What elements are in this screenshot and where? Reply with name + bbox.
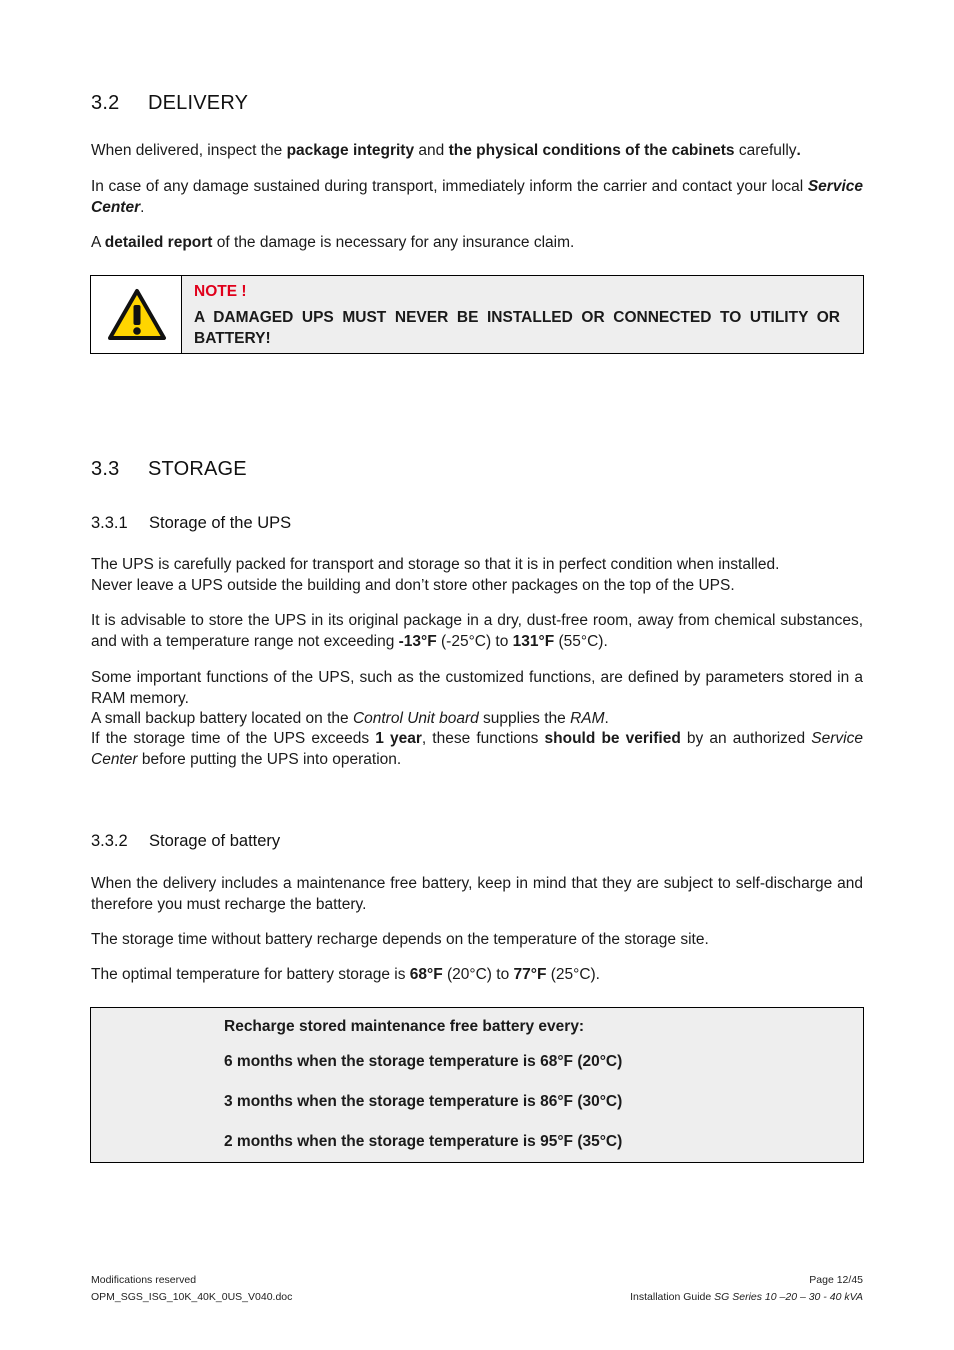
text: and xyxy=(414,142,449,159)
text-line: The UPS is carefully packed for transport and storage so that it is in perfect condition when installed. xyxy=(91,556,780,573)
delivery-paragraph-3 xyxy=(91,233,863,254)
text: If the storage time of the UPS exceeds xyxy=(91,730,376,747)
text: (-25°C) to xyxy=(436,632,513,650)
italic-text: Service Center xyxy=(91,730,863,768)
section-heading-storage xyxy=(91,458,247,481)
note-icon-cell xyxy=(91,276,182,353)
text-line: Never leave a UPS outside the building and don’t store other packages on the top of the UPS. xyxy=(91,576,735,594)
text: by an authorized xyxy=(680,730,812,747)
storage-battery-paragraph-3 xyxy=(91,965,863,986)
delivery-paragraph-2 xyxy=(91,177,863,218)
footer-page-number: Page 12/45 xyxy=(809,1274,863,1286)
recharge-line: 2 months when the storage temperature is 95°F (35°C) xyxy=(224,1133,623,1150)
note-title: NOTE ! xyxy=(194,283,247,300)
storage-battery-paragraph-2: The storage time without battery recharge depends on the temperature of the storage site. xyxy=(91,931,709,948)
bold-italic-text: Service Center xyxy=(91,178,863,216)
text: It is advisable to store the UPS in its original package in a dry, dust-free room, away from chemical substances, and with a temperature range not exceeding xyxy=(91,612,863,650)
text: In case of any damage sustained during transport, immediately inform the carrier and contact your local xyxy=(91,178,808,195)
recharge-heading: Recharge stored maintenance free battery every: xyxy=(224,1018,585,1035)
footer-guide-title xyxy=(630,1291,863,1303)
note-body: A DAMAGED UPS MUST NEVER BE INSTALLED OR CONNECTED TO UTILITY OR BATTERY! xyxy=(194,309,840,347)
note-box xyxy=(90,275,864,354)
bold-text: 131°F xyxy=(512,632,555,650)
storage-battery-paragraph-1: When the delivery includes a maintenance free battery, keep in mind that they are subject to self-discharge and therefore you must recharge the battery. xyxy=(91,875,863,913)
section-title: DELIVERY xyxy=(148,92,249,114)
text: Installation Guide xyxy=(630,1291,715,1303)
subsection-title: Storage of the UPS xyxy=(149,514,292,532)
italic-text: Control Unit board xyxy=(352,710,479,727)
italic-text: SG Series 10 –20 – 30 - 40 kVA xyxy=(714,1291,863,1303)
italic-text: RAM xyxy=(570,710,605,727)
text: , these functions xyxy=(421,730,545,747)
bold-text: 68°F xyxy=(409,966,443,983)
subsection-number: 3.3.2 xyxy=(91,832,128,850)
text: carefully xyxy=(734,142,797,159)
text: The optimal temperature for battery storage is xyxy=(91,966,410,983)
storage-ups-paragraph-1 xyxy=(91,555,863,596)
bold-text: package integrity xyxy=(286,142,415,159)
section-number: 3.2 xyxy=(91,92,120,114)
footer-filename: OPM_SGS_ISG_10K_40K_0US_V040.doc xyxy=(91,1291,293,1303)
text: before putting the UPS into operation. xyxy=(137,750,402,768)
note-text-cell xyxy=(182,276,863,353)
text: A xyxy=(91,234,105,251)
text: (55°C). xyxy=(554,632,608,650)
text: . xyxy=(140,198,145,216)
bold-text: should be verified xyxy=(544,730,681,747)
recharge-line: 6 months when the storage temperature is 68°F (20°C) xyxy=(224,1053,623,1070)
bold-text: the physical conditions of the cabinets xyxy=(448,142,735,159)
section-number: 3.3 xyxy=(91,458,120,480)
storage-ups-paragraph-5 xyxy=(91,729,863,770)
bold-text: 1 year xyxy=(375,730,422,747)
bold-text: -13°F xyxy=(398,632,437,650)
text: . xyxy=(604,710,609,727)
storage-ups-paragraph-4 xyxy=(91,709,863,730)
storage-ups-paragraph-3 xyxy=(91,668,863,709)
text: When delivered, inspect the xyxy=(91,142,287,159)
recharge-info-box xyxy=(90,1007,864,1163)
bold-text: detailed report xyxy=(104,234,213,251)
bold-text: . xyxy=(796,142,801,159)
bold-text: 77°F xyxy=(513,966,547,983)
text: (25°C). xyxy=(546,966,600,983)
subsection-heading-storage-ups xyxy=(91,514,291,533)
text: of the damage is necessary for any insurance claim. xyxy=(212,234,575,251)
storage-ups-paragraph-2 xyxy=(91,611,863,652)
text: (20°C) to xyxy=(442,966,514,983)
subsection-number: 3.3.1 xyxy=(91,514,128,532)
section-heading-delivery xyxy=(91,92,248,115)
recharge-line: 3 months when the storage temperature is 86°F (30°C) xyxy=(224,1093,623,1110)
subsection-title: Storage of battery xyxy=(149,832,281,850)
text: Some important functions of the UPS, such as the customized functions, are defined by parameters stored in a RAM memory. xyxy=(91,669,863,707)
warning-triangle-icon xyxy=(107,288,167,342)
text: A small backup battery located on the xyxy=(91,710,353,727)
section-title: STORAGE xyxy=(148,458,247,480)
subsection-heading-storage-battery xyxy=(91,832,280,851)
delivery-paragraph-1 xyxy=(91,141,863,162)
footer-modifications: Modifications reserved xyxy=(91,1274,197,1286)
text: supplies the xyxy=(478,710,571,727)
